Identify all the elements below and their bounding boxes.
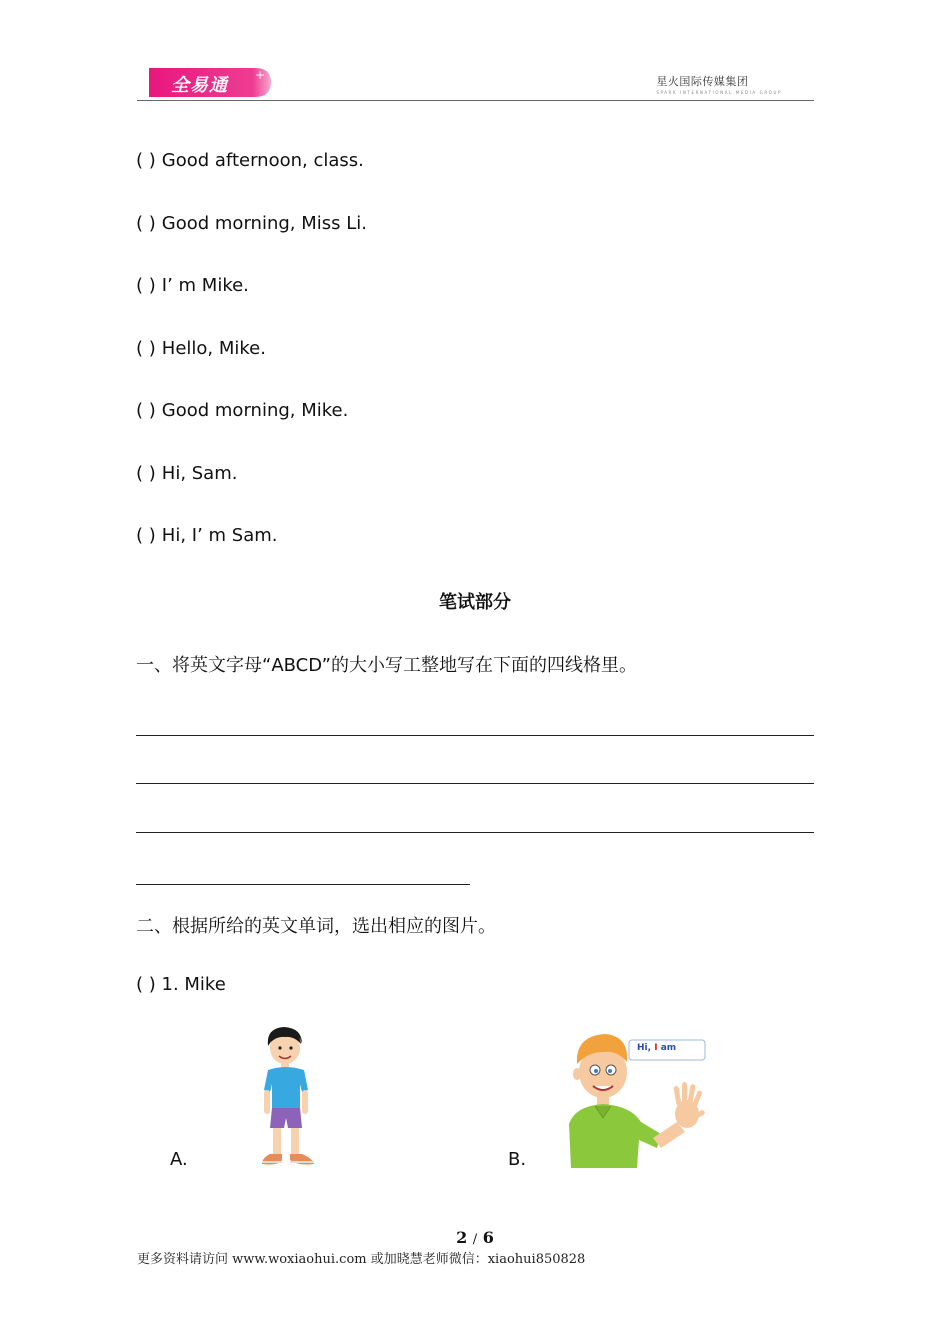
writing-line (136, 735, 814, 736)
speech-bubble-text: Hi, I am (637, 1043, 677, 1053)
writing-line (136, 832, 814, 833)
section-title: 笔试部分 (439, 592, 511, 613)
writing-line (136, 783, 814, 784)
header-divider (137, 100, 814, 101)
logo (143, 66, 275, 99)
list-item: ( ) Hi, I’ m Sam. (136, 525, 278, 546)
waving-boy-image (565, 1024, 725, 1168)
writing-line (136, 884, 470, 885)
list-item: ( ) Good morning, Miss Li. (136, 213, 367, 234)
brand (656, 73, 782, 95)
brand-name-cn: 星火国际传媒集团 (656, 75, 749, 88)
footer-note: 更多资料请访问 www.woxiaohui.com 或加晓慧老师微信：xiaohui850828 (137, 1252, 586, 1267)
page-number: 2 / 6 (456, 1228, 494, 1247)
page-header (137, 66, 814, 102)
list-item: ( ) Good afternoon, class. (136, 150, 364, 171)
svg-text:+: + (255, 68, 266, 82)
option-a-label: A. (170, 1149, 188, 1170)
list-item: ( ) Good morning, Mike. (136, 400, 349, 421)
brand-name-en: SPARK INTERNATIONAL MEDIA GROUP (656, 90, 782, 95)
logo-text: 全易通 (171, 75, 228, 96)
question-1: 一、将英文字母“ABCD”的大小写工整地写在下面的四线格里。 (136, 655, 637, 676)
list-item: ( ) Hello, Mike. (136, 338, 266, 359)
list-item: ( ) Hi, Sam. (136, 463, 238, 484)
question-2-item: ( ) 1. Mike (136, 974, 226, 995)
list-item: ( ) I’ m Mike. (136, 275, 249, 296)
option-b-label: B. (508, 1149, 527, 1170)
question-2: 二、根据所给的英文单词，选出相应的图片。 (136, 916, 496, 937)
boy-standing-image (250, 1024, 322, 1168)
